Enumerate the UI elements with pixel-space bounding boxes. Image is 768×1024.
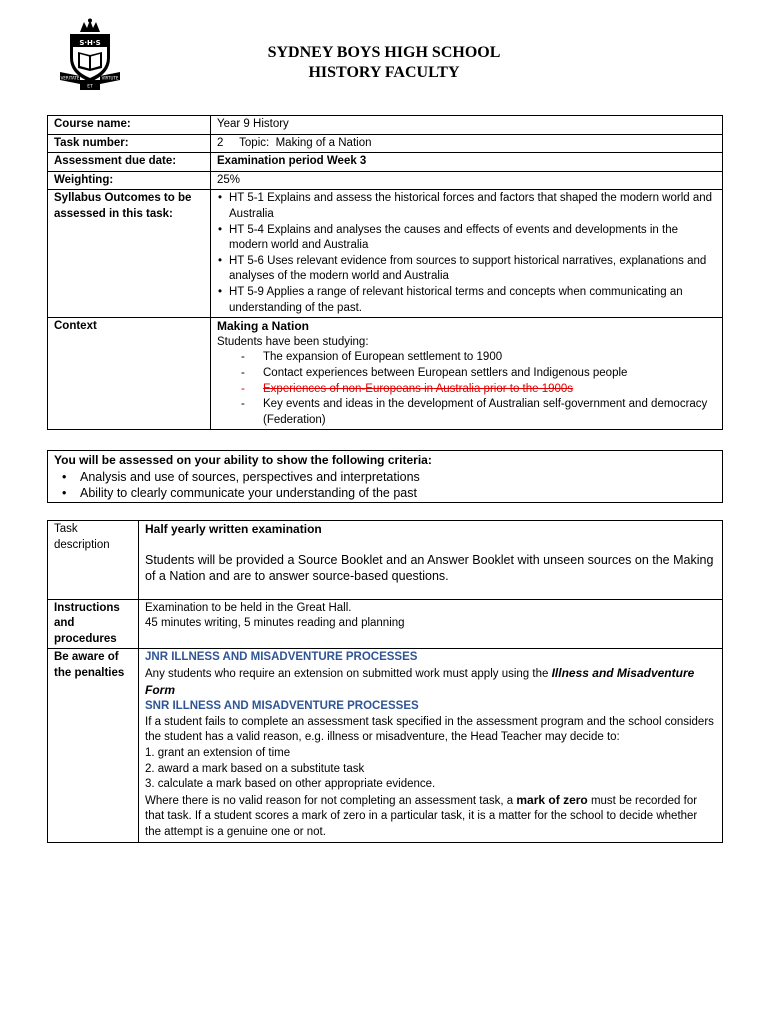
task-number-label: Task number: xyxy=(48,134,211,153)
list-item: • Analysis and use of sources, perspectives and interpretations xyxy=(80,469,716,486)
snr-text: If a student fails to complete an assessment task specified in the assessment program and the school considers the student has a valid reason, e.g. illness or misadventure, the Head Teacher may decide to: xyxy=(145,715,714,744)
list-item: • Ability to clearly communicate your understanding of the past xyxy=(80,485,716,502)
document-header xyxy=(200,43,568,83)
task-details-table xyxy=(47,115,723,430)
penalties-row xyxy=(48,649,723,842)
crest-motto-left: VERITATE xyxy=(60,75,80,81)
due-date-label: Assessment due date: xyxy=(48,153,211,172)
task-description-title: Half yearly written examination xyxy=(145,522,322,536)
criteria-list xyxy=(54,469,716,502)
snr-option: 1. grant an extension of time xyxy=(145,746,291,759)
task-description-row xyxy=(48,521,723,600)
instructions-row xyxy=(48,599,723,649)
outcomes-row xyxy=(48,190,723,318)
criteria-heading: You will be assessed on your ability to show the following criteria: xyxy=(54,453,432,467)
school-crest-icon xyxy=(58,18,122,92)
list-item: • HT 5-6 Uses relevant evidence from sources to support historical narratives, explanations and analyses of the modern world and Australia xyxy=(229,254,716,285)
instructions-line: Examination to be held in the Great Hall. xyxy=(145,601,352,614)
task-description-label: Task description xyxy=(48,521,139,600)
crest-motto-right: VIRTUTE xyxy=(101,75,119,81)
context-intro: Students have been studying: xyxy=(217,335,369,348)
crest-motto-mid: ET xyxy=(87,84,93,90)
list-item: - Contact experiences between European settlers and Indigenous people xyxy=(263,366,716,382)
task-number-row xyxy=(48,134,723,153)
context-title: Making a Nation xyxy=(217,319,310,334)
task-info-table xyxy=(47,520,723,843)
jnr-form-name: Illness and Misadventure Form xyxy=(145,665,695,697)
context-row xyxy=(48,318,723,430)
zero-mark-bold: mark of zero xyxy=(516,792,588,807)
task-description-text: Students will be provided a Source Booklet and an Answer Booklet with unseen sources on the Making of a Nation and are to answer source-based questions. xyxy=(145,552,714,583)
course-value: Year 9 History xyxy=(211,116,723,135)
outcomes-list xyxy=(217,191,716,316)
school-name: SYDNEY BOYS HIGH SCHOOL xyxy=(267,44,501,61)
jnr-heading: JNR ILLNESS AND MISADVENTURE PROCESSES xyxy=(145,651,418,664)
list-item: - The expansion of European settlement to 1900 xyxy=(263,350,716,366)
instructions-label: Instructions and procedures xyxy=(48,599,139,649)
due-date-value: Examination period Week 3 xyxy=(211,153,723,172)
context-list xyxy=(217,350,716,428)
faculty-name: HISTORY FACULTY xyxy=(308,64,460,81)
list-item: • HT 5-4 Explains and analyses the causes and effects of events and developments in the modern world and Australia xyxy=(229,223,716,254)
zero-text-pre: Where there is no valid reason for not completing an assessment task, a xyxy=(145,794,514,807)
context-label: Context xyxy=(48,318,211,430)
weighting-value: 25% xyxy=(211,171,723,190)
task-number-value: 2 Topic: Making of a Nation xyxy=(211,134,723,153)
snr-option: 2. award a mark based on a substitute task xyxy=(145,762,365,775)
list-item: • HT 5-9 Applies a range of relevant historical terms and concepts when communicating an understanding of the past. xyxy=(229,285,716,316)
list-item-struck: - Experiences of non-Europeans in Australia prior to the 1900s xyxy=(263,382,716,398)
snr-heading: SNR ILLNESS AND MISADVENTURE PROCESSES xyxy=(145,700,419,713)
crest-initials: S·H·S xyxy=(79,39,101,47)
jnr-text: Any students who require an extension on submitted work must apply using the xyxy=(145,667,549,680)
course-row xyxy=(48,116,723,135)
penalties-label: Be aware of the penalties xyxy=(48,649,139,842)
instructions-line: 45 minutes writing, 5 minutes reading and planning xyxy=(145,617,405,630)
weighting-row xyxy=(48,171,723,190)
course-label: Course name: xyxy=(48,116,211,135)
criteria-box xyxy=(47,450,723,503)
list-item: - Key events and ideas in the development of Australian self-government and democracy (Federation) xyxy=(263,397,716,428)
weighting-label: Weighting: xyxy=(48,171,211,190)
zero-text-post: must be recorded for that task. If a student scores a mark of zero in a particular task, it is a matter for the school to decide whether the attempt is a genuine one or not. xyxy=(145,794,698,838)
snr-option: 3. calculate a mark based on other appropriate evidence. xyxy=(145,778,436,791)
due-date-row xyxy=(48,153,723,172)
list-item: • HT 5-1 Explains and assess the historical forces and factors that shaped the modern world and Australia xyxy=(229,191,716,222)
outcomes-label: Syllabus Outcomes to be assessed in this task: xyxy=(48,190,211,318)
